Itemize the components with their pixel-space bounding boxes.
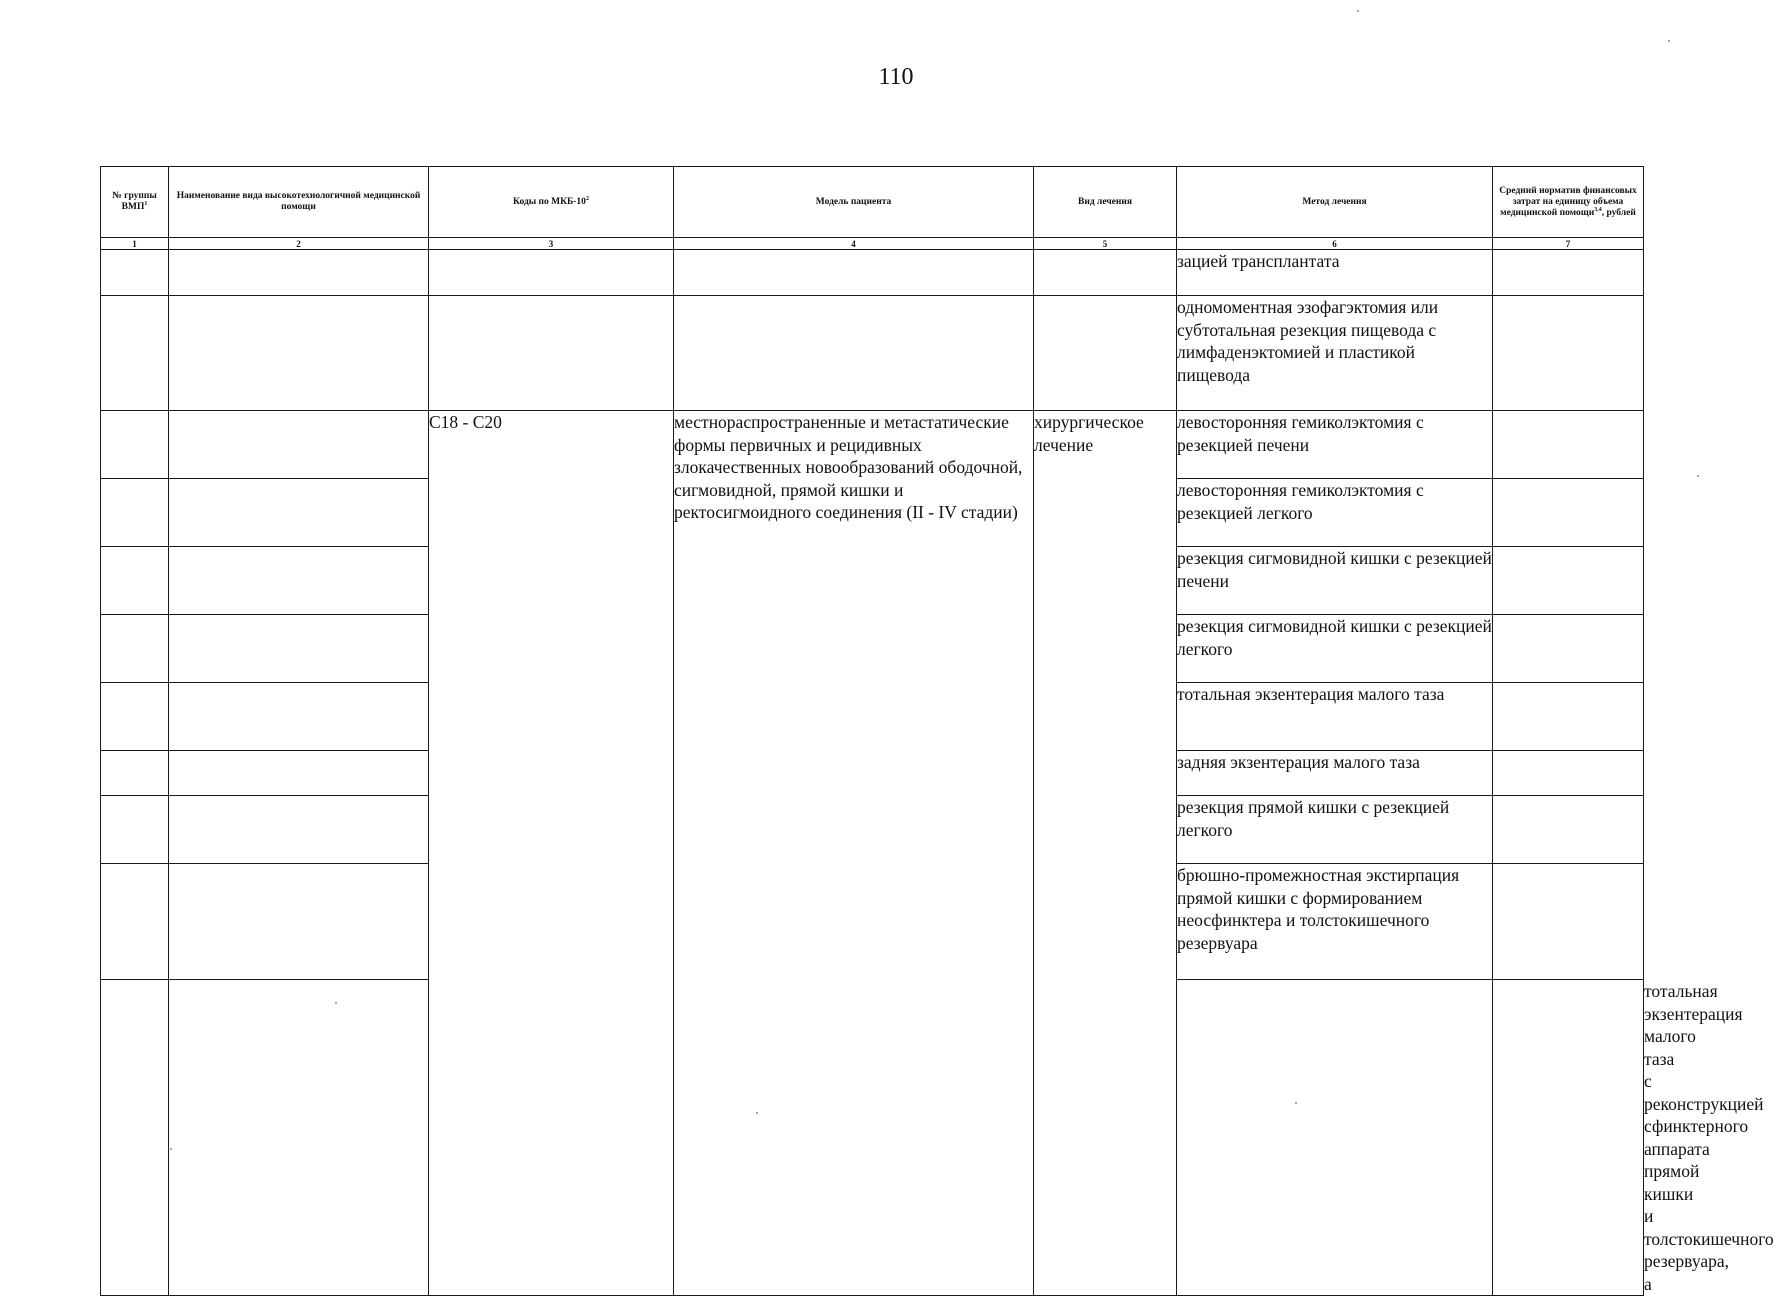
treatment-method: резекция прямой кишки с резекцией легкого (1177, 796, 1493, 864)
treatment-method: левосторонняя гемиколэктомия с резекцией легкого (1177, 479, 1493, 547)
header-icd-codes: Коды по МКБ-$10^2$ (429, 167, 674, 238)
treatment-method: задняя экзентерация малого таза (1177, 751, 1493, 796)
column-number: 2 (169, 238, 429, 250)
patient-model: местнораспространенные и метастатические формы первичных и рецидивных злокачественных новообразований ободочной, сигмовидной, прямой кишки и ректосигмоидного соединения (II - IV стадии) (674, 411, 1034, 1296)
column-number: 7 (1493, 238, 1644, 250)
table-row (101, 296, 1644, 411)
header-care-type: Наименование вида высокотехнологичной медицинской помощи (169, 167, 429, 238)
column-number: 1 (101, 238, 169, 250)
scan-speck (1357, 10, 1359, 12)
scan-speck (1295, 1102, 1297, 1104)
header-group-number: № группы ВМП$^1$ (101, 167, 169, 238)
column-number: 3 (429, 238, 674, 250)
treatment-method: резекция сигмовидной кишки с резекцией печени (1177, 547, 1493, 615)
vmp-table (100, 166, 1774, 1296)
page-number: 110 (878, 64, 914, 90)
treatment-method: тотальная экзентерация малого таза (1177, 683, 1493, 751)
scan-speck (756, 1112, 758, 1114)
treatment-type: хирургическое лечение (1034, 411, 1177, 1296)
treatment-method: брюшно-промежностная экстирпация прямой кишки с формированием неосфинктера и толстокишечного резервуара (1177, 864, 1493, 980)
treatment-method: левосторонняя гемиколэктомия с резекцией печени (1177, 411, 1493, 479)
table-row: тотальная экзентерация малого таза с реконструкцией сфинктерного аппарата прямой кишки и толстокишечного резервуара, а (101, 980, 1644, 1296)
column-number-row (101, 238, 1644, 250)
header-treatment-method: Метод лечения (1177, 167, 1493, 238)
table-row (101, 250, 1644, 296)
header-row (101, 167, 1644, 238)
header-patient-model: Модель пациента (674, 167, 1034, 238)
column-number: 6 (1177, 238, 1493, 250)
column-number: 5 (1034, 238, 1177, 250)
treatment-method: резекция сигмовидной кишки с резекцией легкого (1177, 615, 1493, 683)
icd-codes: C18 - C20 (429, 411, 674, 1296)
scan-speck (1668, 40, 1670, 42)
treatment-method: одномоментная эзофагэктомия или субтотальная резекция пищевода с лимфаденэктомией и пластикой пищевода (1177, 296, 1493, 411)
header-cost-standard: Средний норматив финансовых затрат на единицу объема медицинской помощи$^{3,4}$, рублей (1493, 167, 1644, 238)
scan-speck (170, 1148, 172, 1150)
header-treatment-type: Вид лечения (1034, 167, 1177, 238)
treatment-method: зацией трансплантата (1177, 250, 1493, 296)
scan-speck (1697, 475, 1699, 477)
column-number: 4 (674, 238, 1034, 250)
table-row (101, 411, 1644, 479)
scan-speck (335, 1002, 337, 1004)
